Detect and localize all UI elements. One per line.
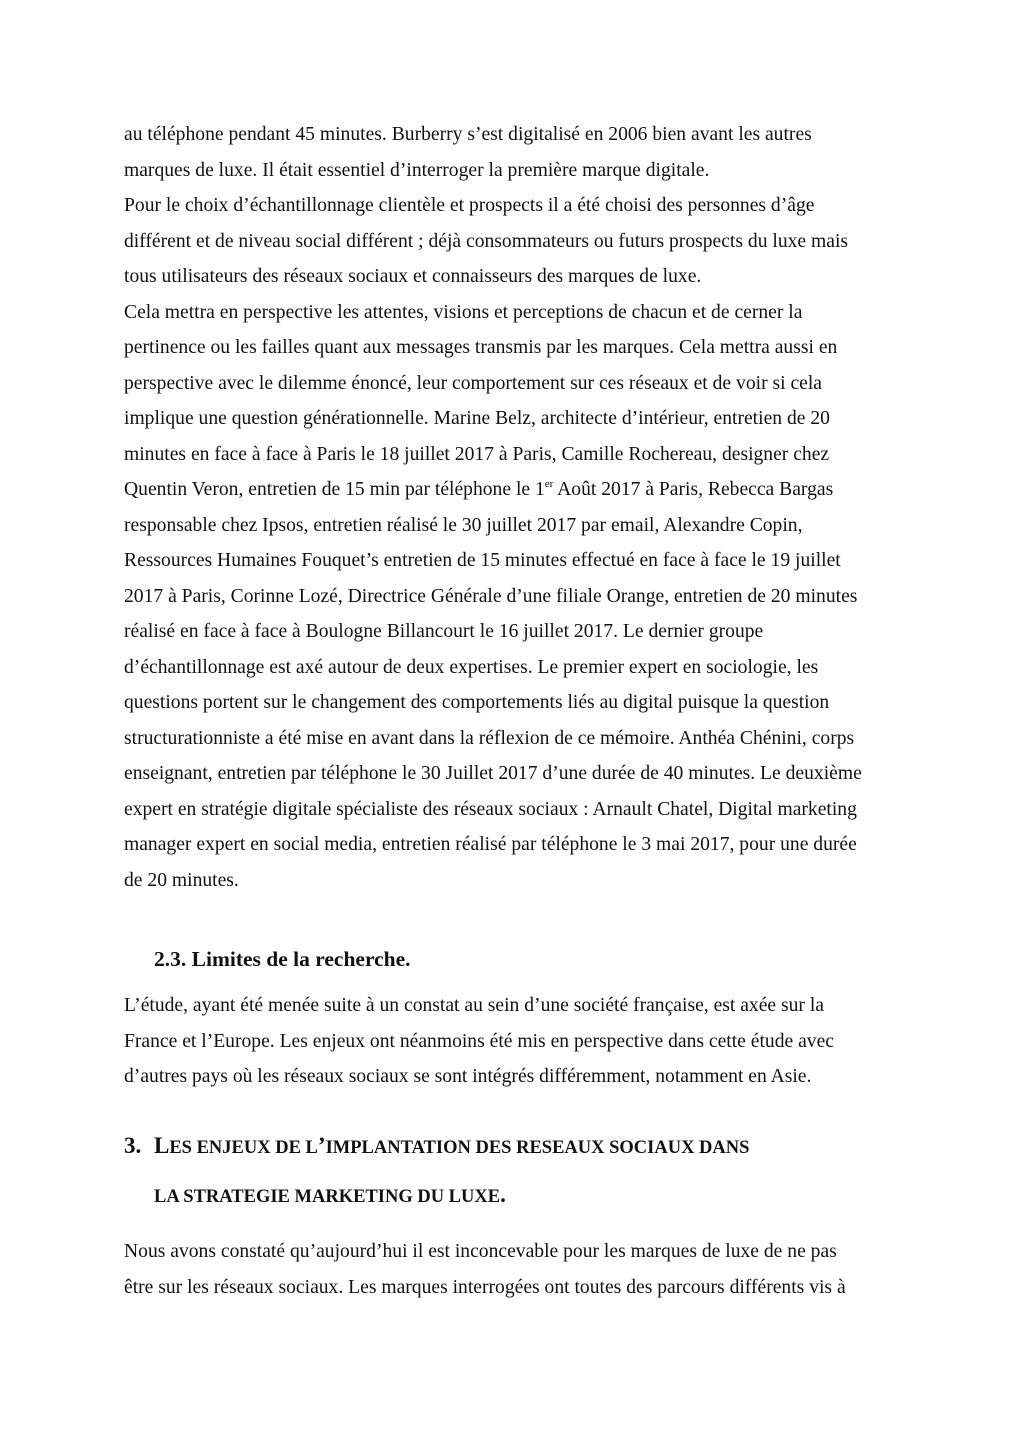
body-text-line: questions portent sur le changement des comportements liés au digital puisque la question <box>124 692 830 713</box>
body-text-segment: Août 2017 à Paris, Rebecca Bargas <box>553 479 834 500</box>
body-text-line: L’étude, ayant été menée suite à un constat au sein d’une société française, est axée sur la <box>124 995 824 1016</box>
body-text-line: être sur les réseaux sociaux. Les marques interrogées ont toutes des parcours différents vis à <box>124 1277 846 1298</box>
body-text-line: différent et de niveau social différent ; déjà consommateurs ou futurs prospects du luxe mais <box>124 231 849 252</box>
body-text-line: Ressources Humaines Fouquet’s entretien de 15 minutes effectué en face à face le 19 juillet <box>124 550 841 571</box>
body-text-line: d’échantillonnage est axé autour de deux expertises. Le premier expert en sociologie, les <box>124 657 819 678</box>
section-3-heading-line-2 <box>154 1180 506 1213</box>
body-text-line: au téléphone pendant 45 minutes. Burberry s’est digitalisé en 2006 bien avant les autres <box>124 124 812 145</box>
body-text-line: expert en stratégie digitale spécialiste des réseaux sociaux : Arnault Chatel, Digital marketing <box>124 799 857 820</box>
section-3-number: 3. <box>124 1133 142 1158</box>
body-text-line: minutes en face à face à Paris le 18 juillet 2017 à Paris, Camille Rochereau, designer chez <box>124 444 830 465</box>
heading-segment: IMPLANTATION DES RESEAUX SOCIAUX DANS <box>325 1138 750 1158</box>
body-text-line: réalisé en face à face à Boulogne Billancourt le 16 juillet 2017. Le dernier groupe <box>124 621 764 642</box>
body-text-line: marques de luxe. Il était essentiel d’interroger la première marque digitale. <box>124 160 710 181</box>
body-text-line: 2017 à Paris, Corinne Lozé, Directrice Générale d’une filiale Orange, entretien de 20 minutes <box>124 586 858 607</box>
body-text-line: implique une question générationnelle. Marine Belz, architecte d’intérieur, entretien de 20 <box>124 408 830 429</box>
heading-segment: LA STRATEGIE MARKETING DU LUXE <box>154 1187 501 1207</box>
body-text-line: enseignant, entretien par téléphone le 30 Juillet 2017 d’une durée de 40 minutes. Le deuxième <box>124 763 862 784</box>
body-text-line: responsable chez Ipsos, entretien réalisé le 30 juillet 2017 par email, Alexandre Copin, <box>124 515 803 536</box>
body-text-line: Cela mettra en perspective les attentes, visions et perceptions de chacun et de cerner la <box>124 302 803 323</box>
body-text-line: perspective avec le dilemme énoncé, leur comportement sur ces réseaux et de voir si cela <box>124 373 822 394</box>
body-text-line: pertinence ou les failles quant aux messages transmis par les marques. Cela mettra aussi en <box>124 337 838 358</box>
body-text-line: Nous avons constaté qu’aujourd’hui il est inconcevable pour les marques de luxe de ne pas <box>124 1241 837 1262</box>
body-text-segment: Quentin Veron, entretien de 15 min par téléphone le 1 <box>124 479 545 500</box>
section-3-title-line-2 <box>154 1182 506 1207</box>
body-text-line: structurationniste a été mise en avant dans la réflexion de ce mémoire. Anthéa Chénini, corps <box>124 728 855 749</box>
body-text-line: de 20 minutes. <box>124 870 239 891</box>
heading-segment: L <box>154 1133 170 1158</box>
section-3-title-line-1 <box>154 1133 750 1158</box>
ordinal-superscript: er <box>544 478 554 490</box>
section-3-heading-line-1 <box>124 1131 749 1164</box>
body-text-line: tous utilisateurs des réseaux sociaux et connaisseurs des marques de luxe. <box>124 266 702 287</box>
body-text-line <box>124 478 833 502</box>
body-text-line: France et l’Europe. Les enjeux ont néanmoins été mis en perspective dans cette étude avec <box>124 1031 834 1052</box>
body-text-line: Pour le choix d’échantillonnage clientèle et prospects il a été choisi des personnes d’âge <box>124 195 815 216</box>
heading-segment: ES ENJEUX DE L <box>169 1138 318 1158</box>
heading-segment: . <box>500 1182 506 1207</box>
heading-segment: ’ <box>317 1133 326 1158</box>
section-2-3-heading: 2.3. Limites de la recherche. <box>154 947 411 971</box>
body-text-line: d’autres pays où les réseaux sociaux se sont intégrés différemment, notamment en Asie. <box>124 1066 812 1087</box>
body-text-line: manager expert en social media, entretien réalisé par téléphone le 3 mai 2017, pour une durée <box>124 834 857 855</box>
